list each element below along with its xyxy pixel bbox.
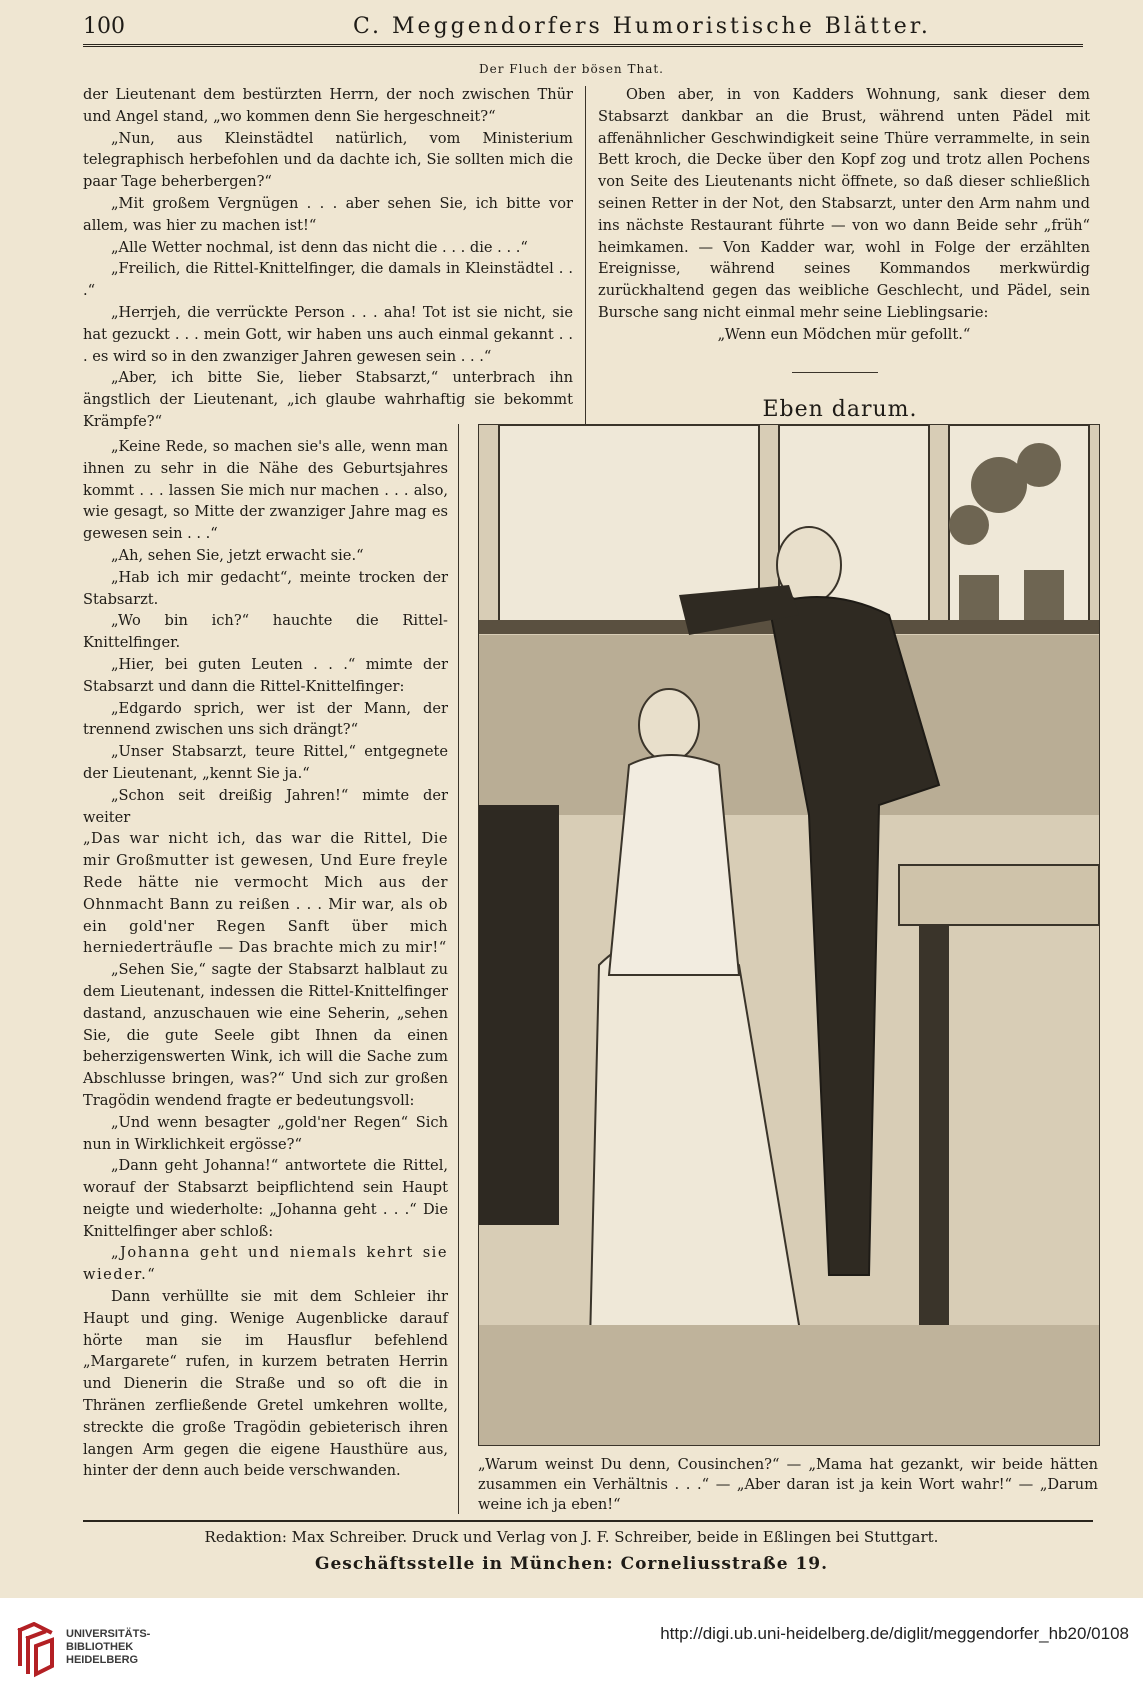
paragraph: „Freilich, die Rittel-Knittelfinger, die damals in Kleinstädtel . . .“ bbox=[83, 260, 573, 300]
paragraph: „Unser Stabsarzt, teure Rittel,“ entgegnete der Lieutenant, „kennt Sie ja.“ bbox=[83, 743, 448, 782]
paragraph: „Sehen Sie,“ sagte der Stabsarzt halblaut zu dem Lieutenant, indessen die Rittel-Knittelfinger dastand, anzuschauen wie eine Seherin, „sehen Sie, die gute Seele gibt Ihnen da einen beherzigenswerten Wink, ich will die Sache zum Abschlusse bringen, was?“ Und sich zur großen Tragödin wendend fragte er bedeutungsvoll: bbox=[83, 961, 448, 1109]
paragraph: „Johanna geht und niemals kehrt sie wieder.“ bbox=[83, 1244, 448, 1284]
engraving-illustration bbox=[479, 425, 1099, 1445]
cartoon-title: Eben darum. bbox=[762, 397, 918, 422]
paragraph: Oben aber, in von Kadders Wohnung, sank dieser dem Stabsarzt dankbar an die Brust, während unten Pädel mit affenähnlicher Geschwindigkeit seine Thüre verrammelte, in sein Bett kroch, die Decke über den Kopf zog und trotz allen Pochens von Seite des Lieutenants nicht öffnete, so daß dieser schließlich seinen Retter in der Not, den Stabsarzt, unter den Arm nahm und ins nächste Restaurant führte — von wo dann Beide sehr „früh“ heimkamen. — Von Kadder war, wohl in Folge der erzählten Ereignisse, während seines Kommandos merkwürdig zurückhaltend gegen das weibliche Geschlecht, und Pädel, sein Bursche sang nicht einmal mehr seine Lieblingsarie: bbox=[598, 86, 1090, 321]
source-url-link[interactable]: http://digi.ub.uni-heidelberg.de/diglit/meggendorfer_hb20/0108 bbox=[660, 1624, 1129, 1643]
header-rule bbox=[83, 44, 1083, 47]
paragraph: „Aber, ich bitte Sie, lieber Stabsarzt,“ unterbrach ihn ängstlich der Lieutenant, „ich glaube wahrhaftig sie bekommt Krämpfe?“ bbox=[83, 369, 573, 430]
paragraph: „Ah, sehen Sie, jetzt erwacht sie.“ bbox=[111, 546, 364, 564]
paragraph: der Lieutenant dem bestürzten Herrn, der noch zwischen Thür und Angel stand, „wo kommen denn Sie hergeschneit?“ bbox=[83, 86, 573, 125]
paragraph: „Keine Rede, so machen sie's alle, wenn man ihnen zu sehr in die Nähe des Geburtsjahres kommt . . . lassen Sie mich nur machen . . . also, wie gesagt, so Mitte der zwanziger Jahre mag es gewesen sein . . .“ bbox=[83, 438, 448, 543]
paragraph: „Wo bin ich?“ hauchte die Rittel-Knittelfinger. bbox=[83, 612, 448, 652]
paragraph: „Hier, bei guten Leuten . . .“ mimte der Stabsarzt und dann die Rittel-Knittelfinger: bbox=[83, 655, 448, 695]
paragraph: Dann verhüllte sie mit dem Schleier ihr Haupt und ging. Wenige Augenblicke darauf hörte man sie im Hausflur befehlend „Margarete“ rufen, in kurzem betraten Herrin und Dienerin die Straße und so oft die in Thränen zerfließende Gretel umkehren wollte, streckte die große Tragödin gebieterisch ihren langen Arm gegen die eigene Hausthüre aus, hinter der denn auch beide verschwanden. bbox=[83, 1288, 448, 1480]
left-column-top bbox=[83, 84, 573, 433]
column-divider bbox=[458, 424, 459, 1514]
running-title: Der Fluch der bösen That. bbox=[479, 62, 664, 76]
song-line: „Wenn eun Mödchen mür gefollt.“ bbox=[717, 325, 971, 343]
cartoon-illustration bbox=[478, 424, 1100, 1446]
publication-title: C. Meggendorfers Humoristische Blätter. bbox=[353, 14, 931, 39]
paragraph: „Alle Wetter nochmal, ist denn das nicht die . . . die . . .“ bbox=[111, 238, 528, 256]
left-column-bottom bbox=[83, 436, 448, 1482]
imprint-rule bbox=[83, 1520, 1093, 1522]
separator-rule bbox=[792, 372, 878, 373]
paragraph: „Nun, aus Kleinstädtel natürlich, vom Ministerium telegraphisch herbefohlen und da dachte ich, Sie sollten mich die paar Tage beherbergen?“ bbox=[83, 129, 573, 191]
paragraph: „Herrjeh, die verrückte Person . . . aha! Tot ist sie nicht, sie hat gezuckt . . . mein Gott, wir haben uns auch einmal gekannt . . . es wird so in den zwanziger Jahren gewesen sein . . .“ bbox=[83, 303, 573, 365]
digitization-footer bbox=[0, 1598, 1143, 1691]
right-column bbox=[598, 84, 1090, 346]
verse: „Und wenn besagter „gold'ner Regen“ Sich nun in Wirklichkeit ergösse?“ bbox=[83, 1113, 448, 1153]
column-divider bbox=[585, 86, 586, 426]
imprint-address: Geschäftsstelle in München: Corneliusstraße 19. bbox=[314, 1554, 829, 1574]
paragraph: „Dann geht Johanna!“ antwortete die Rittel, worauf der Stabsarzt beipflichtend sein Haupt neigte und wiederholte: „Johanna geht . . .“ Die Knittelfinger aber schloß: bbox=[83, 1157, 448, 1240]
verse: „Das war nicht ich, das war die Rittel, Die mir Großmutter ist gewesen, Und Eure freyle Rede hätte nie vermocht Mich aus der Ohnmacht Bann zu reißen . . . Mir war, als ob ein gold'ner Regen Sanft über mich herniederträufle — Das brachte mich zu mir!“ bbox=[83, 830, 448, 957]
paragraph: „Mit großem Vergnügen . . . aber sehen Sie, ich bitte vor allem, was hier zu machen ist!“ bbox=[83, 194, 573, 234]
paragraph: „Schon seit dreißig Jahren!“ mimte der weiter bbox=[83, 786, 448, 826]
institution-name: UNIVERSITÄTS- BIBLIOTHEK HEIDELBERG bbox=[66, 1628, 151, 1666]
page-number: 100 bbox=[83, 14, 125, 39]
cartoon-caption: „Warum weinst Du denn, Cousinchen?“ — „Mama hat gezankt, wir beide hätten zusammen ein Verhältnis . . .“ — „Aber daran ist ja kein Wort wahr!“ — „Darum weine ich ja eben!“ bbox=[478, 1456, 1098, 1513]
university-logo-icon bbox=[14, 1622, 56, 1678]
paragraph: „Edgardo sprich, wer ist der Mann, der trennend zwischen uns sich drängt?“ bbox=[83, 699, 448, 739]
imprint-line: Redaktion: Max Schreiber. Druck und Verlag von J. F. Schreiber, beide in Eßlingen bei Stuttgart. bbox=[204, 1528, 939, 1546]
paragraph: „Hab ich mir gedacht“, meinte trocken der Stabsarzt. bbox=[83, 568, 448, 608]
page-header bbox=[83, 12, 1083, 42]
